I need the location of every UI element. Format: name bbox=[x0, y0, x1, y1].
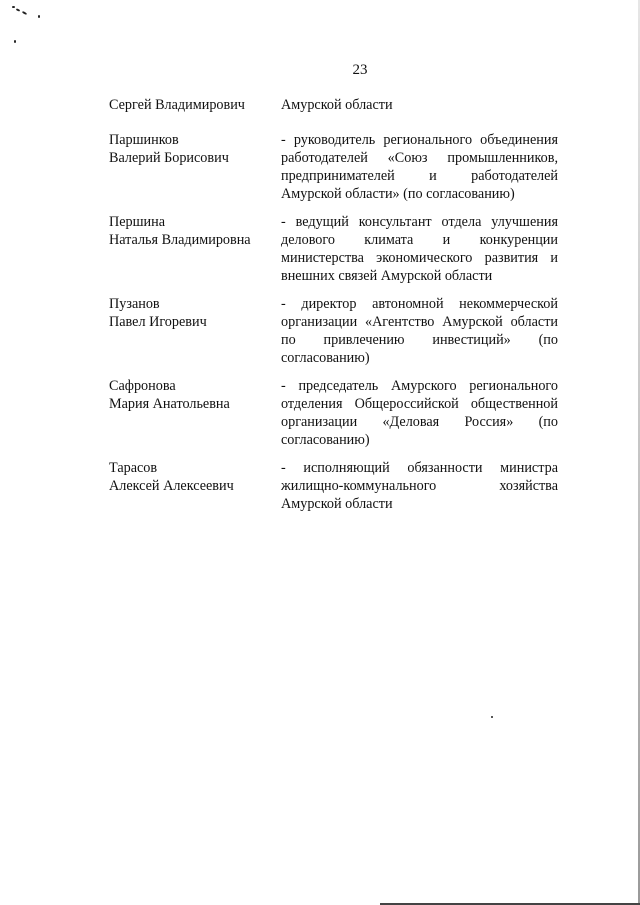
scan-speck bbox=[12, 6, 15, 8]
member-role-line: министерства экономического развития и bbox=[281, 250, 558, 266]
member-role-line: по привлечению инвестиций» (по bbox=[281, 332, 558, 348]
member-role-line: - председатель Амурского регионального bbox=[281, 378, 558, 394]
member-role-line: жилищно-коммунального хозяйства bbox=[281, 478, 558, 494]
member-name bbox=[109, 96, 269, 114]
member-role-line: Амурской области bbox=[281, 496, 393, 512]
member-role-line: Амурской области bbox=[281, 97, 393, 113]
member-role-line: согласованию) bbox=[281, 350, 370, 366]
member-name bbox=[109, 377, 269, 413]
member-name-line: Сергей Владимирович bbox=[109, 97, 245, 113]
member-role-line: - директор автономной некоммерческой bbox=[281, 296, 558, 312]
member-role-line: работодателей «Союз промышленников, bbox=[281, 150, 558, 166]
scan-speck bbox=[22, 11, 27, 15]
member-name-line: Наталья Владимировна bbox=[109, 232, 251, 248]
member-role-line: отделения Общероссийской общественной bbox=[281, 396, 558, 412]
member-role bbox=[281, 213, 558, 285]
member-role-line: согласованию) bbox=[281, 432, 370, 448]
member-role bbox=[281, 295, 558, 367]
page-number: 23 bbox=[352, 62, 368, 78]
member-role bbox=[281, 459, 558, 513]
scan-speck bbox=[14, 40, 16, 43]
member-name bbox=[109, 459, 269, 495]
member-role-line: Амурской области» (по согласованию) bbox=[281, 186, 515, 202]
member-role bbox=[281, 377, 558, 449]
member-name-line: Паршинков bbox=[109, 132, 179, 148]
member-role-line: организации «Деловая Россия» (по bbox=[281, 414, 558, 430]
member-role-line: организации «Агентство Амурской области bbox=[281, 314, 558, 330]
member-role-line: делового климата и конкуренции bbox=[281, 232, 558, 248]
member-role-line: предпринимателей и работодателей bbox=[281, 168, 558, 184]
member-role bbox=[281, 131, 558, 203]
member-name bbox=[109, 131, 269, 167]
scan-speck bbox=[16, 8, 20, 12]
member-name-line: Першина bbox=[109, 214, 166, 230]
member-name-line: Валерий Борисович bbox=[109, 150, 229, 166]
member-name-line: Мария Анатольевна bbox=[109, 396, 230, 412]
member-name bbox=[109, 295, 269, 331]
member-role-line: - исполняющий обязанности министра bbox=[281, 460, 558, 476]
scan-speck bbox=[38, 15, 40, 18]
scan-speck bbox=[491, 716, 493, 718]
member-name-line: Пузанов bbox=[109, 296, 160, 312]
member-role-line: - ведущий консультант отдела улучшения bbox=[281, 214, 558, 230]
member-name-line: Павел Игоревич bbox=[109, 314, 207, 330]
member-name-line: Алексей Алексеевич bbox=[109, 478, 234, 494]
member-role-line: внешних связей Амурской области bbox=[281, 268, 493, 284]
member-name-line: Сафронова bbox=[109, 378, 176, 394]
member-name bbox=[109, 213, 269, 249]
member-role bbox=[281, 96, 558, 114]
member-role-line: - руководитель регионального объединения bbox=[281, 132, 558, 148]
member-name-line: Тарасов bbox=[109, 460, 158, 476]
